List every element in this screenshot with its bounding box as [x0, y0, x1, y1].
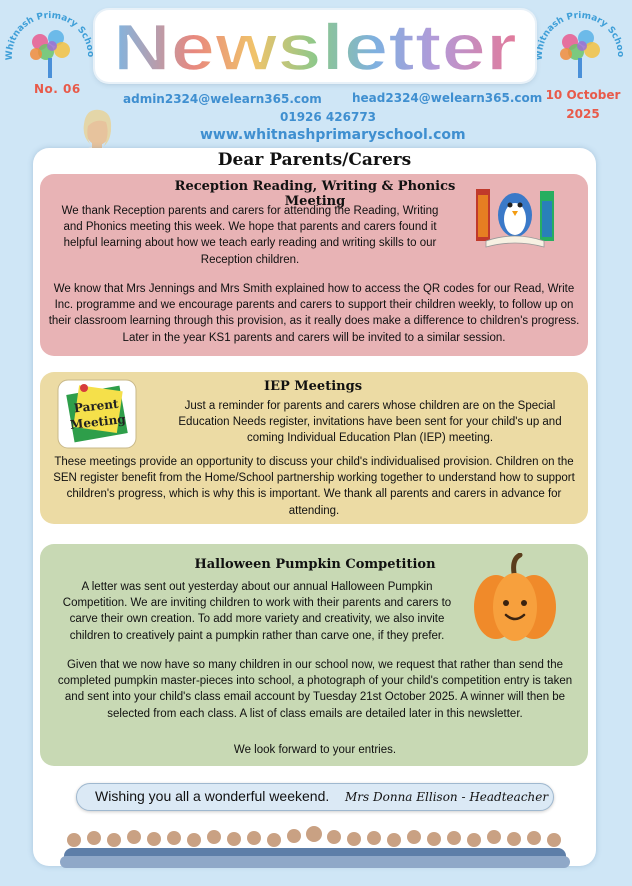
svg-text:Meeting: Meeting: [69, 412, 127, 432]
school-logo-left: [2, 4, 98, 84]
svg-text:Whitnash Primary School: Whitnash Primary Schoo: [534, 10, 626, 61]
closing-banner: [76, 783, 554, 811]
children-group-illustration: [60, 826, 570, 868]
reception-meeting-para1: We thank Reception parents and carers for attending the Reading, Writing and Phonics meeting this week. We hope that parents and carers found it helpful learning about how we teach early reading and writing skills to our Reception children.: [61, 205, 439, 266]
closing-message: Wishing you all a wonderful weekend.: [95, 788, 330, 804]
svg-text:Whitnash Primary School: Whitnash Primary Schoo: [4, 10, 96, 61]
date-line1: 10 October: [545, 88, 621, 102]
parent-meeting-sign-icon: [56, 378, 138, 450]
svg-text:Newsletter: Newsletter: [113, 10, 517, 82]
head-email-link[interactable]: head2324@welearn365.com: [352, 91, 543, 105]
greeting: Dear Parents/Carers: [217, 150, 412, 170]
phone-number: 01926 426773: [280, 110, 377, 124]
pumpkin-competition-para1: A letter was sent out yesterday about our annual Halloween Pumpkin Competition. We are inviting children to work with their parents and carers to carve their own creation. To add more variety and creativity, we also invite children to creatively paint a pumpkin rather than carve one, if they prefer.: [62, 581, 452, 642]
issue-number: No. 06: [34, 82, 81, 96]
date-line2: 2025: [566, 107, 600, 121]
iep-meetings-para2: These meetings provide an opportunity to discuss your child's individualised provision. Children on the SEN register benefit from the Home/School partnership working together to understand how to support children's progress, which is why this is important. We thank all parents and carers in advance for attending.: [53, 456, 575, 517]
website-link[interactable]: www.whitnashprimaryschool.com: [200, 127, 466, 143]
iep-meetings-para1: Just a reminder for parents and carers whose children are on the Special Education Needs register, invitations have been sent for your child's up and coming Individual Education Plan (IEP) meeting.: [178, 400, 562, 445]
penguin-reading-icon: [474, 181, 556, 251]
pumpkin-competition-heading: Halloween Pumpkin Competition: [194, 557, 436, 572]
issue-date: [538, 86, 628, 124]
iep-meetings-heading: IEP Meetings: [263, 379, 363, 394]
svg-text:Parent: Parent: [73, 396, 120, 416]
newsletter-title: [95, 10, 535, 82]
pumpkin-competition-para3: We look forward to your entries.: [233, 744, 397, 756]
pumpkin-icon: [470, 553, 560, 645]
reception-meeting-heading: Reception Reading, Writing & Phonics Meeting: [174, 179, 456, 209]
school-logo-right: [532, 4, 628, 84]
admin-email-link[interactable]: admin2324@welearn365.com: [123, 92, 322, 106]
reception-meeting-para2: We know that Mrs Jennings and Mrs Smith explained how to access the QR codes for our Read, Write Inc. programme and we encourage parents and carers to support their children weekly, to follow up on their classroom learning through this provision, as it really does make a difference to children's progress. Later in the year KS1 parents and carers will be invited to a similar session.: [48, 283, 580, 344]
newsletter-title-box: [95, 10, 535, 82]
pumpkin-competition-para2: Given that we now have so many children in our school now, we request that rather than send the completed pumpkin master-pieces into school, a photograph of your child's competition entry is taken and sent into your child's class email account by Tuesday 21st October 2025. A winner will then be selected from each class. A list of class emails are detailed later in this newsletter.: [57, 659, 573, 720]
headteacher-signature: Mrs Donna Ellison - Headteacher: [345, 790, 549, 804]
